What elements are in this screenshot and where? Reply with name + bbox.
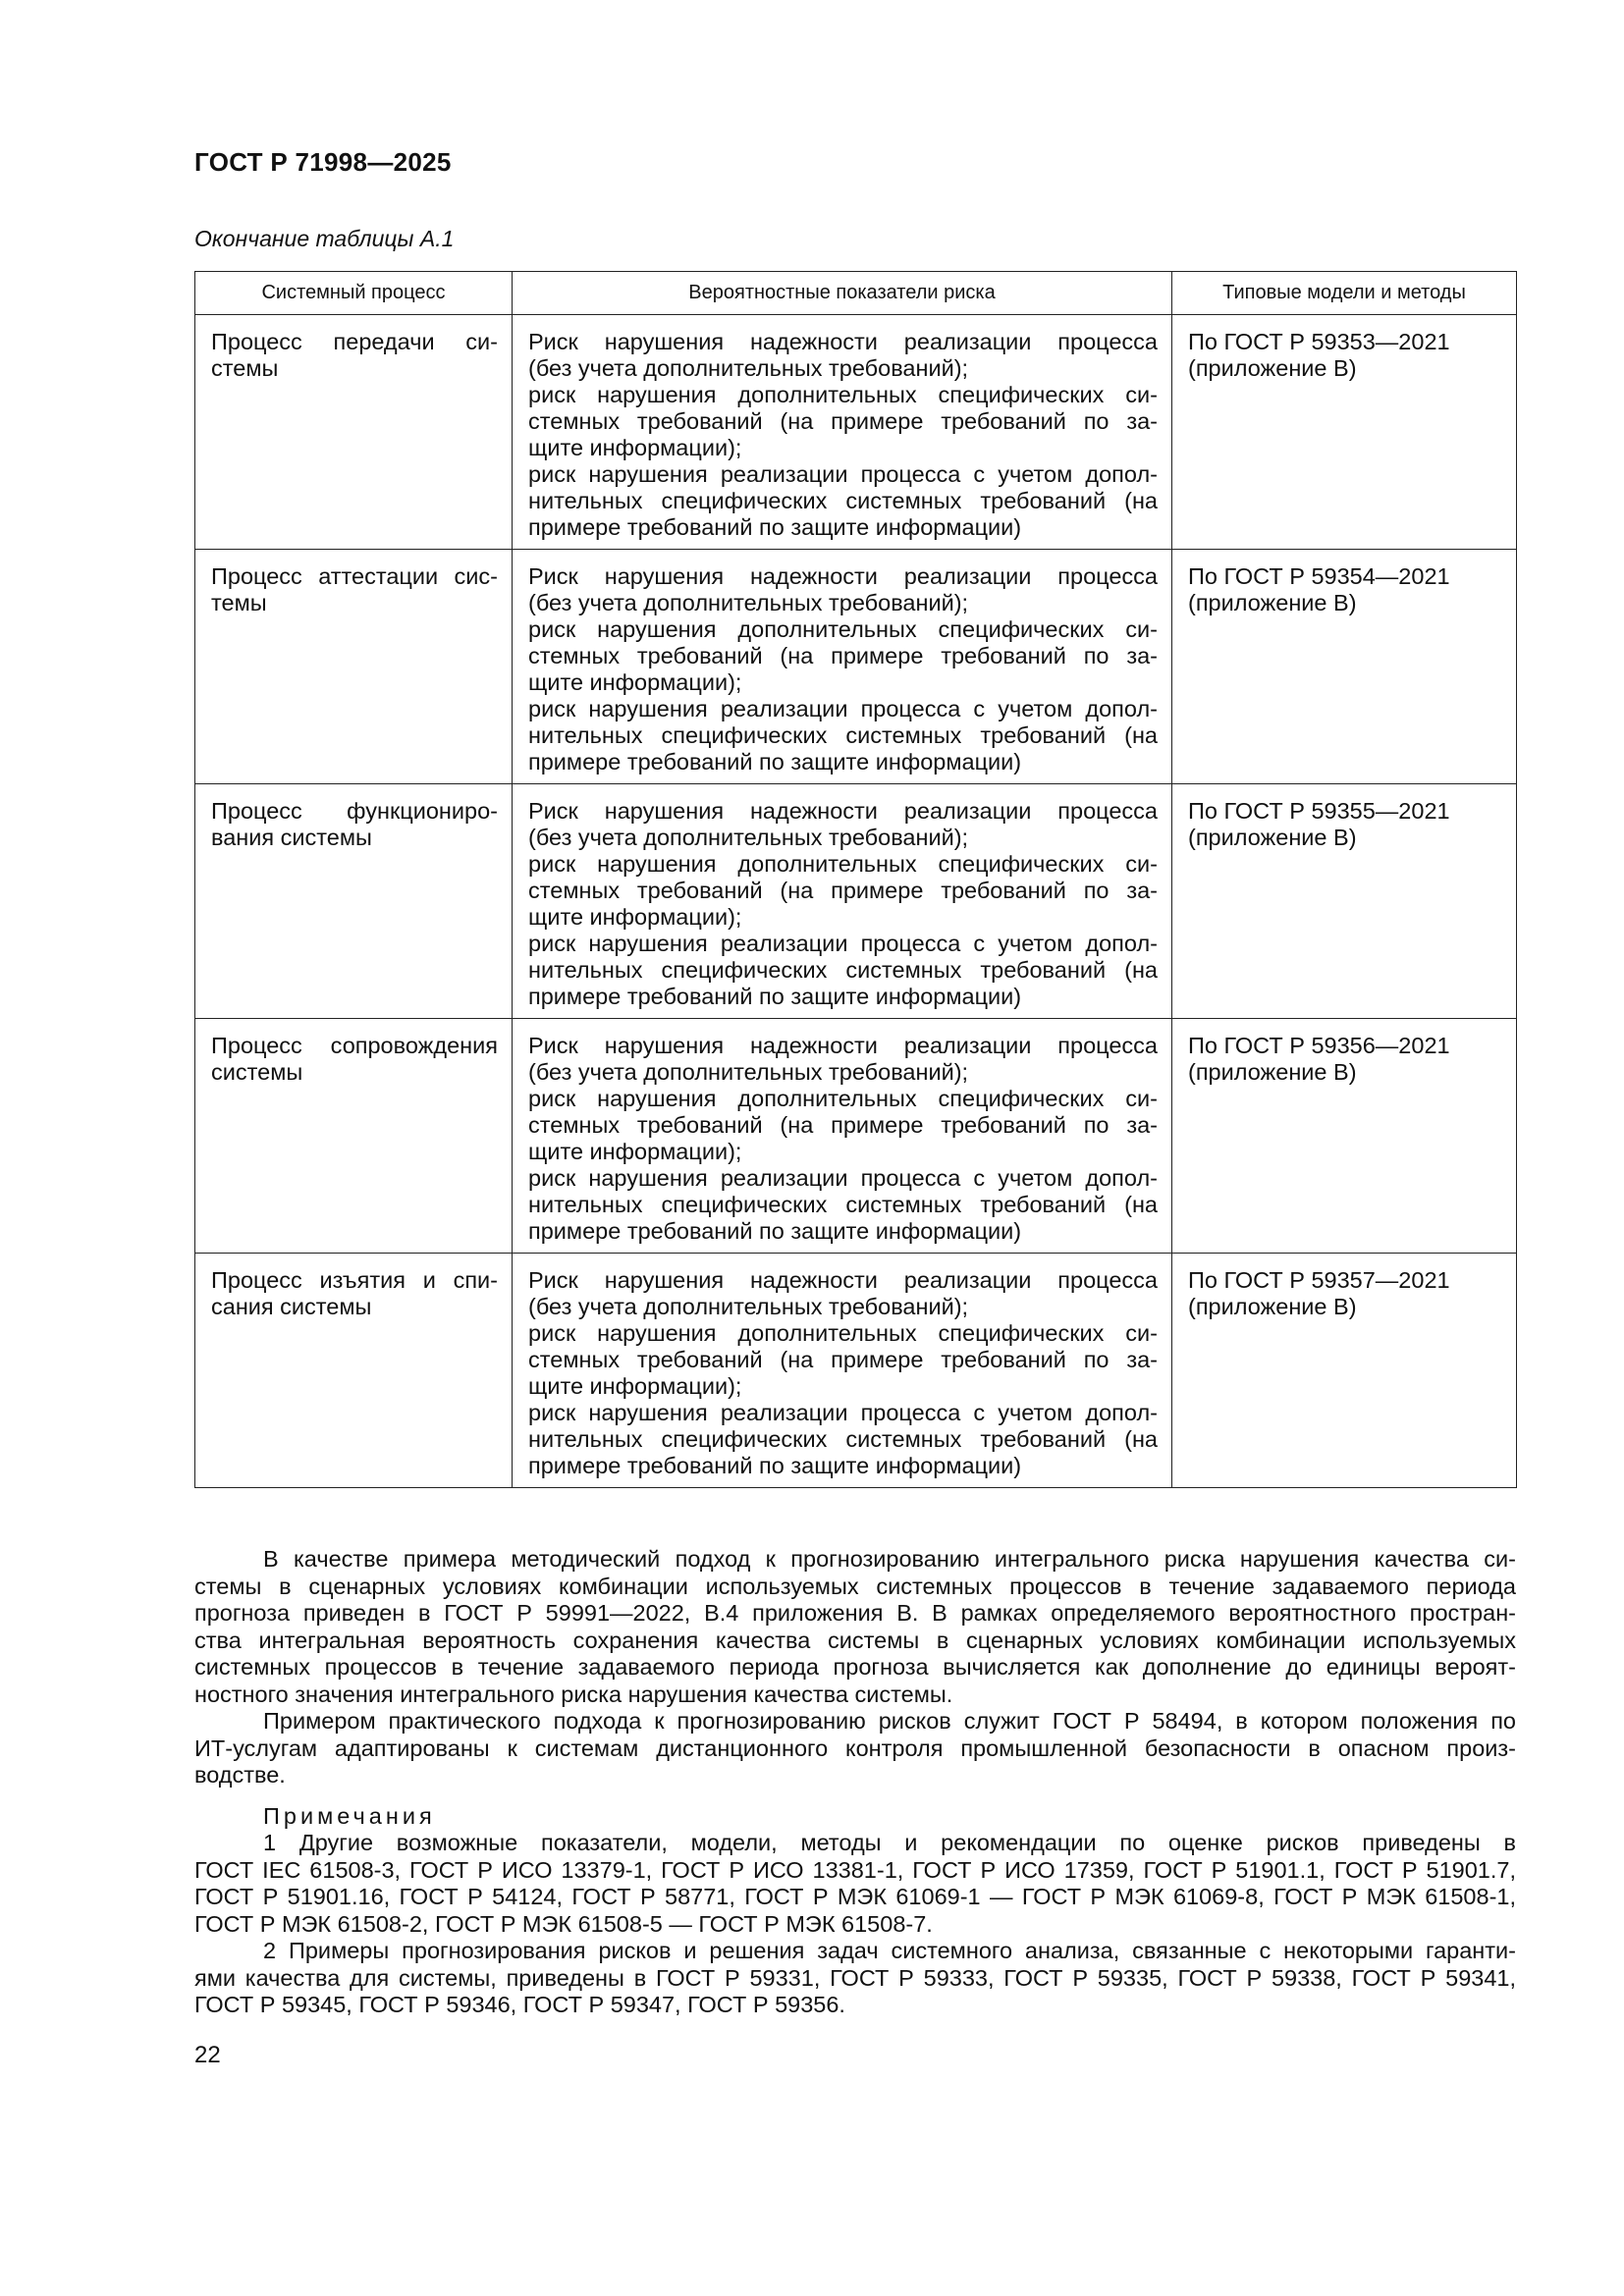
table-row <box>195 550 1517 784</box>
cell-process-line: темы <box>211 590 267 615</box>
cell-indicator-line: риск нарушения дополнительных специфических си- <box>528 1086 1158 1111</box>
table-header-row <box>195 272 1517 315</box>
paragraph-line: системных процессов в течение задаваемого периода прогноза вычисляется как дополнение до единицы вероят- <box>194 1654 1516 1680</box>
paragraph-line: ства интегральная вероятность сохранения качества системы в сценарных условиях комбинации используемых <box>194 1627 1516 1653</box>
cell-indicator-line: нительных специфических системных требований (на <box>528 488 1158 513</box>
cell-indicator-line: щите информации); <box>528 435 742 460</box>
cell-method-line: По ГОСТ Р 59356—2021 <box>1188 1033 1450 1058</box>
cell-method-line: По ГОСТ Р 59353—2021 <box>1188 329 1450 354</box>
cell-method-line: (приложение В) <box>1188 1059 1357 1085</box>
cell-process-line: Процесс функциониро- <box>211 798 498 824</box>
cell-indicator-line: стемных требований (на примере требований по за- <box>528 878 1158 903</box>
column-header-indicators: Вероятностные показатели риска <box>513 272 1172 315</box>
cell-indicator-line: риск нарушения реализации процесса с учетом допол- <box>528 696 1158 721</box>
note-item <box>194 1938 1516 2019</box>
column-header-methods: Типовые модели и методы <box>1172 272 1517 315</box>
cell-indicator-line: (без учета дополнительных требований); <box>528 355 969 381</box>
cell-indicator-line: примере требований по защите информации) <box>528 514 1022 540</box>
note-line: 1 Другие возможные показатели, модели, методы и рекомендации по оценке рисков приведены в <box>263 1830 1516 1855</box>
paragraph-line: ИТ-услугам адаптированы к системам дистанционного контроля промышленной безопасности в опасном произ- <box>194 1735 1516 1761</box>
cell-methods <box>1172 1019 1517 1254</box>
cell-indicator-line: примере требований по защите информации) <box>528 984 1022 1009</box>
cell-process-line: Процесс сопровождения <box>211 1033 498 1058</box>
note-line: 2 Примеры прогнозирования рисков и решения задач системного анализа, связанные с некоторыми гаранти- <box>263 1938 1516 1963</box>
cell-methods <box>1172 550 1517 784</box>
cell-process-line: Процесс аттестации сис- <box>211 563 498 589</box>
cell-methods <box>1172 784 1517 1019</box>
cell-process <box>195 550 513 784</box>
cell-indicator-line: стемных требований (на примере требований по за- <box>528 408 1158 434</box>
paragraph-line: водстве. <box>194 1762 286 1788</box>
cell-indicator-line: риск нарушения реализации процесса с учетом допол- <box>528 461 1158 487</box>
cell-indicator-line: стемных требований (на примере требований по за- <box>528 643 1158 668</box>
cell-indicators <box>513 784 1172 1019</box>
notes-title: Примечания <box>263 1802 436 1829</box>
note-line: ГОСТ Р 51901.16, ГОСТ Р 54124, ГОСТ Р 58771, ГОСТ Р МЭК 61069-1 — ГОСТ Р МЭК 61069-8, ГОСТ Р МЭК 61508-1, <box>194 1884 1516 1909</box>
note-line: ями качества для системы, приведены в ГОСТ Р 59331, ГОСТ Р 59333, ГОСТ Р 59335, ГОСТ Р 59338, ГОСТ Р 59341, <box>194 1964 1516 1991</box>
cell-process-line: Процесс передачи си- <box>211 329 498 354</box>
cell-process-line: вания системы <box>211 825 372 850</box>
cell-indicator-line: Риск нарушения надежности реализации процесса <box>528 1033 1158 1058</box>
cell-method-line: (приложение В) <box>1188 825 1357 850</box>
cell-process <box>195 1019 513 1254</box>
paragraph <box>194 1546 1516 1708</box>
table-body <box>195 315 1517 1488</box>
column-header-process: Системный процесс <box>195 272 513 315</box>
cell-indicator-line: примере требований по защите информации) <box>528 1218 1022 1244</box>
cell-method-line: По ГОСТ Р 59355—2021 <box>1188 798 1450 824</box>
paragraphs <box>194 1546 1516 1789</box>
cell-indicators <box>513 550 1172 784</box>
cell-indicators <box>513 1019 1172 1254</box>
cell-process-line: сания системы <box>211 1294 372 1319</box>
paragraph-line: В качестве примера методический подход к прогнозированию интегрального риска нарушения качества си- <box>263 1546 1516 1572</box>
cell-method-line: (приложение В) <box>1188 590 1357 615</box>
cell-indicator-line: Риск нарушения надежности реализации процесса <box>528 1267 1158 1293</box>
cell-indicator-line: риск нарушения реализации процесса с учетом допол- <box>528 1165 1158 1191</box>
table-row <box>195 784 1517 1019</box>
cell-method-line: (приложение В) <box>1188 1294 1357 1319</box>
cell-indicator-line: щите информации); <box>528 1139 742 1164</box>
cell-indicators <box>513 1254 1172 1488</box>
cell-indicator-line: (без учета дополнительных требований); <box>528 590 969 615</box>
cell-method-line: (приложение В) <box>1188 355 1357 381</box>
paragraph-line: стемы в сценарных условиях комбинации используемых системных процессов в течение задаваемого периода <box>194 1573 1516 1599</box>
document-code: ГОСТ Р 71998—2025 <box>194 147 452 177</box>
cell-indicator-line: Риск нарушения надежности реализации процесса <box>528 798 1158 824</box>
note-line: ГОСТ Р 59345, ГОСТ Р 59346, ГОСТ Р 59347, ГОСТ Р 59356. <box>194 1992 845 2017</box>
table-caption: Окончание таблицы А.1 <box>194 226 455 251</box>
cell-indicator-line: (без учета дополнительных требований); <box>528 1059 969 1085</box>
body-text <box>194 1546 1516 2019</box>
cell-indicator-line: щите информации); <box>528 904 742 930</box>
paragraph-line: ностного значения интегрального риска нарушения качества системы. <box>194 1681 953 1707</box>
cell-indicator-line: (без учета дополнительных требований); <box>528 1294 969 1319</box>
cell-method-line: По ГОСТ Р 59357—2021 <box>1188 1267 1450 1293</box>
cell-indicator-line: нительных специфических системных требований (на <box>528 1426 1158 1452</box>
paragraph-line: прогноза приведен в ГОСТ Р 59991—2022, В.4 приложения В. В рамках определяемого вероятностного простран- <box>194 1600 1516 1626</box>
cell-indicator-line: (без учета дополнительных требований); <box>528 825 969 850</box>
cell-methods <box>1172 315 1517 550</box>
cell-indicator-line: щите информации); <box>528 1373 742 1399</box>
notes-list <box>194 1830 1516 2019</box>
cell-indicator-line: риск нарушения реализации процесса с учетом допол- <box>528 931 1158 956</box>
cell-indicators <box>513 315 1172 550</box>
table-row <box>195 1019 1517 1254</box>
table-row <box>195 315 1517 550</box>
cell-process-line: системы <box>211 1059 303 1085</box>
cell-indicator-line: примере требований по защите информации) <box>528 1453 1022 1478</box>
note-item <box>194 1830 1516 1938</box>
cell-indicator-line: риск нарушения реализации процесса с учетом допол- <box>528 1400 1158 1425</box>
paragraph-line: Примером практического подхода к прогнозированию рисков служит ГОСТ Р 58494, в котором положения по <box>263 1708 1516 1734</box>
cell-process <box>195 315 513 550</box>
cell-indicator-line: стемных требований (на примере требований по за- <box>528 1112 1158 1138</box>
cell-indicator-line: примере требований по защите информации) <box>528 749 1022 774</box>
cell-process-line: Процесс изъятия и спи- <box>211 1267 498 1293</box>
cell-indicator-line: нительных специфических системных требований (на <box>528 1192 1158 1217</box>
cell-process-line: стемы <box>211 355 279 381</box>
risk-table <box>194 271 1517 1488</box>
cell-method-line: По ГОСТ Р 59354—2021 <box>1188 563 1450 589</box>
note-line: ГОСТ Р МЭК 61508-2, ГОСТ Р МЭК 61508-5 — ГОСТ Р МЭК 61508-7. <box>194 1910 933 1937</box>
cell-indicator-line: риск нарушения дополнительных специфических си- <box>528 616 1158 642</box>
cell-indicator-line: Риск нарушения надежности реализации процесса <box>528 563 1158 589</box>
table-row <box>195 1254 1517 1488</box>
cell-process <box>195 1254 513 1488</box>
cell-indicator-line: щите информации); <box>528 669 742 695</box>
cell-indicator-line: риск нарушения дополнительных специфических си- <box>528 382 1158 407</box>
cell-indicator-line: нительных специфических системных требований (на <box>528 722 1158 748</box>
cell-indicator-line: нительных специфических системных требований (на <box>528 957 1158 983</box>
cell-indicator-line: риск нарушения дополнительных специфических си- <box>528 1320 1158 1346</box>
note-line: ГОСТ IEC 61508-3, ГОСТ Р ИСО 13379-1, ГОСТ Р ИСО 13381-1, ГОСТ Р ИСО 17359, ГОСТ Р 51901.1, ГОСТ Р 51901.7, <box>194 1856 1516 1883</box>
page-number: 22 <box>194 2042 221 2068</box>
cell-indicator-line: Риск нарушения надежности реализации процесса <box>528 329 1158 354</box>
cell-process <box>195 784 513 1019</box>
cell-methods <box>1172 1254 1517 1488</box>
cell-indicator-line: риск нарушения дополнительных специфических си- <box>528 851 1158 877</box>
paragraph <box>194 1708 1516 1789</box>
cell-indicator-line: стемных требований (на примере требований по за- <box>528 1347 1158 1372</box>
